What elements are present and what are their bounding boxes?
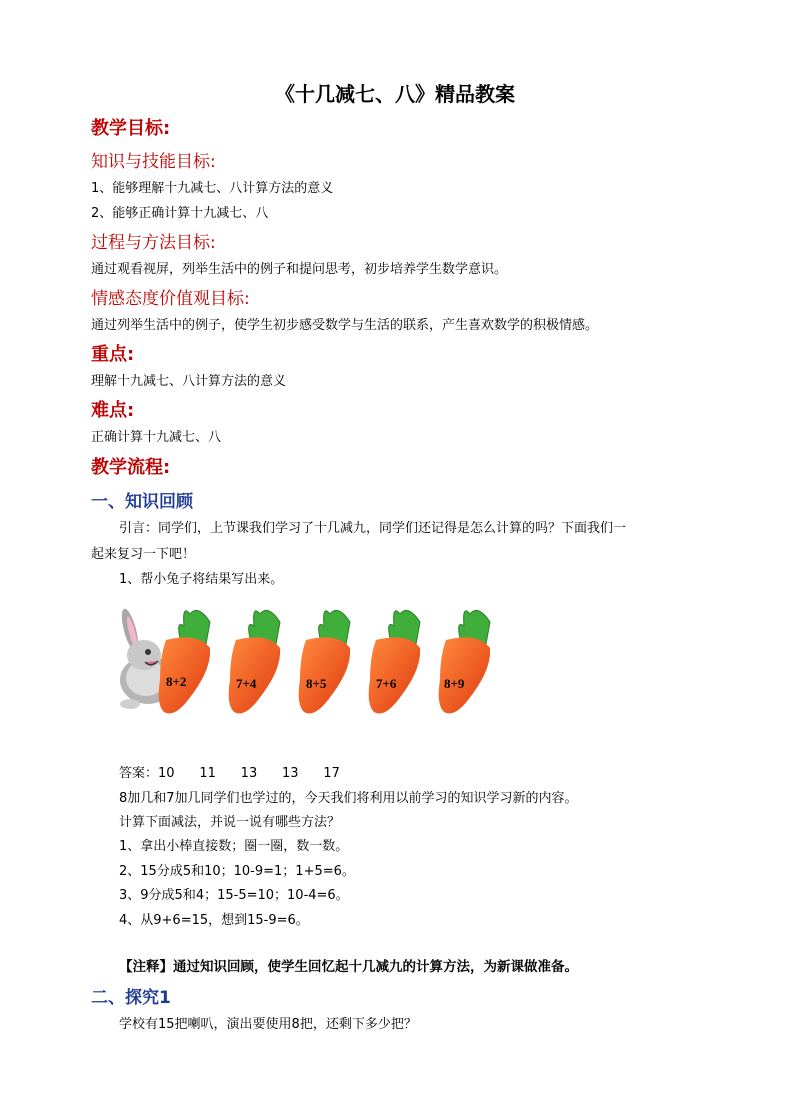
section-2-text: 学校有15把喇叭，演出要使用8把，还剩下多少把？: [119, 1017, 417, 1032]
intro-line-1: 引言：同学们，上节课我们学习了十几减九，同学们还记得是怎么计算的吗？下面我们一: [119, 521, 627, 536]
key-point-heading: 重点:: [91, 344, 135, 365]
method-1: 1、拿出小棒直接数；圈一圈，数一数。: [119, 839, 349, 854]
task-text: 1、帮小兔子将结果写出来。: [119, 572, 284, 587]
line-a: 8加几和7加几同学们也学过的，今天我们将利用以前学习的知识学习新的内容。: [119, 791, 578, 806]
key-point-text: 理解十九减七、八计算方法的意义: [91, 374, 287, 389]
method-4: 4、从9+6=15，想到15-9=6。: [119, 913, 309, 928]
process-goals-text: 通过观看视屏，列举生活中的例子和提问思考，初步培养学生数学意识。: [91, 262, 508, 277]
section-1-heading: 一、知识回顾: [91, 492, 193, 512]
carrot-2: [229, 610, 280, 713]
teaching-goals-heading: 教学目标:: [91, 118, 171, 139]
process-goals-heading: 过程与方法目标:: [91, 233, 216, 253]
carrot-label-3: 8+5: [306, 676, 327, 691]
answer-text: 答案：10 11 13 13 17: [119, 766, 340, 781]
emotion-goals-heading: 情感态度价值观目标:: [91, 289, 250, 309]
rabbit-carrots-illustration: [118, 600, 518, 725]
line-b: 计算下面减法，并说一说有哪些方法？: [119, 815, 341, 830]
difficulty-text: 正确计算十九减七、八: [91, 430, 222, 445]
carrot-label-1: 8+2: [166, 674, 187, 689]
knowledge-item-1: 1、能够理解十九减七、八计算方法的意义: [91, 181, 334, 196]
knowledge-goals-heading: 知识与技能目标:: [91, 152, 216, 172]
carrot-label-2: 7+4: [236, 676, 257, 691]
annotation-note: 【注释】通过知识回顾，使学生回忆起十几减九的计算方法，为新课做准备。: [119, 959, 578, 975]
page-title: 《十几减七、八》精品教案: [275, 82, 515, 106]
teaching-flow-heading: 教学流程:: [91, 457, 171, 478]
carrot-5: [439, 610, 490, 713]
method-3: 3、9分成5和4；15-5=10；10-4=6。: [119, 888, 349, 903]
method-2: 2、15分成5和10；10-9=1；1+5=6。: [119, 864, 355, 879]
emotion-goals-text: 通过列举生活中的例子，使学生初步感受数学与生活的联系，产生喜欢数学的积极情感。: [91, 318, 599, 333]
carrot-3: [299, 610, 350, 713]
carrot-1: [159, 610, 210, 713]
knowledge-item-2: 2、能够正确计算十九减七、八: [91, 206, 269, 221]
carrot-label-5: 8+9: [444, 676, 465, 691]
section-2-heading: 二、探究1: [91, 988, 171, 1008]
carrot-label-4: 7+6: [376, 676, 397, 691]
difficulty-heading: 难点:: [91, 400, 135, 421]
carrot-4: [369, 610, 420, 713]
intro-line-2: 起来复习一下吧！: [91, 547, 196, 562]
